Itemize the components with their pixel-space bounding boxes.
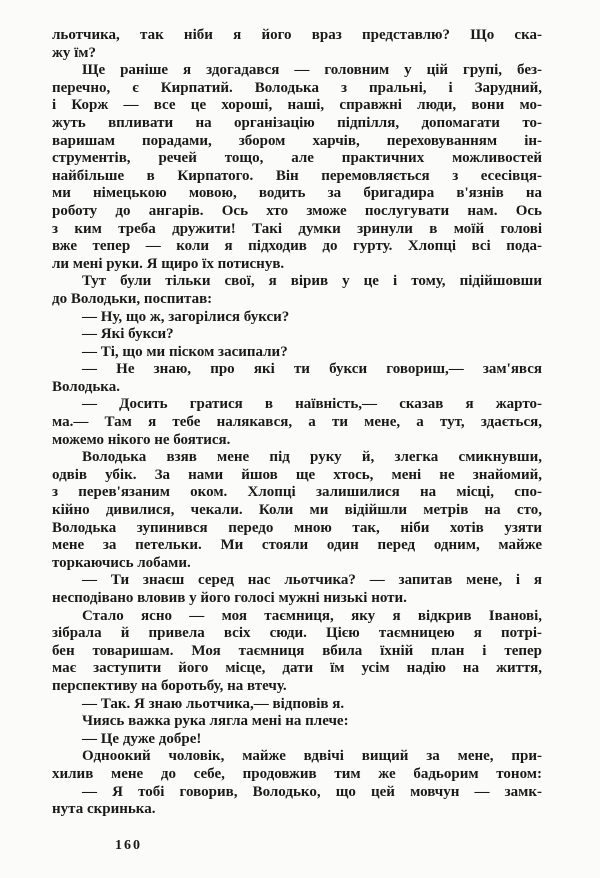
text-line: найбільше в Кирпатого. Він перемовляється з есесівця- (52, 167, 542, 184)
text-line: Чиясь важка рука лягла мені на плече: (82, 713, 349, 730)
text-line: струментів, речей тощо, але практичних можливостей (52, 150, 542, 167)
text-line: кійно дивилися, чекали. Коли ми відійшли метрів на сто, (52, 502, 542, 519)
text-line: торкаючись лобами. (52, 554, 191, 571)
text-block (52, 27, 542, 819)
text-line: Одноокий чоловік, майже вдвічі вищий за мене, при- (82, 748, 542, 765)
text-line: зібрала й привела всіх сюди. Цією таємницею я потрі- (52, 625, 542, 642)
text-line: хилив мене до себе, продовжив тим же бадьорим тоном: (52, 765, 542, 782)
text-line: Володька взяв мене під руку й, злегка смикнувши, (82, 449, 542, 466)
text-line: бен товаришам. Моя таємниця вбила їхній план і тепер (52, 642, 542, 659)
text-line: одвів убік. За нами йшов ще хтось, мені не знайомий, (52, 466, 542, 483)
text-line: роботу до ангарів. Ось хто зможе послугувати нам. Ось (52, 202, 542, 219)
text-line: — Які букси? (82, 326, 174, 343)
text-line: жу їм? (52, 44, 97, 61)
text-line: і Корж — все це хороші, наші, справжні люди, вони мо- (52, 97, 542, 114)
text-line: перспективу на боротьбу, на втечу. (52, 677, 287, 694)
text-line: — Я тобі говорив, Володько, що цей мовчун — замк- (82, 783, 542, 800)
text-line: ма.— Там я тебе налякався, а ти мене, а тут, здається, (52, 414, 542, 431)
text-line: — Ті, що ми піском засипали? (82, 343, 288, 360)
text-line: перечно, є Кирпатий. Володька з пральні, і Зарудний, (52, 79, 542, 96)
text-line: мене за петельки. Ми стояли один перед одним, майже (52, 537, 542, 554)
text-line: з ким треба дружити! Такі думки зринули в моїй голові (52, 220, 542, 237)
text-line: — Не знаю, про які ти букси говориш,— зам'явся (82, 361, 542, 378)
text-line: Стало ясно — моя таємниця, яку я відкрив Іванові, (82, 607, 542, 624)
text-line: — Це дуже добре! (82, 730, 202, 747)
text-line: Володька. (52, 378, 120, 395)
text-line: Володька зупинився передо мною так, ніби хотів узяти (52, 519, 542, 536)
page-number: 160 (115, 838, 142, 853)
text-line: нута скринька. (52, 801, 156, 818)
text-line: має заступити його місце, дати їм усім надію на життя, (52, 660, 542, 677)
text-line: — Ти знаєш серед нас льотчика? — запитав мене, і я (82, 572, 542, 589)
text-line: жуть впливати на організацію підпілля, допомагати то- (52, 114, 542, 131)
text-line: Тут були тільки свої, я вірив у це і тому, підійшовши (82, 273, 542, 290)
text-line: — Так. Я знаю льотчика,— відповів я. (82, 695, 345, 712)
text-line: ли мені руки. Я щиро їх потиснув. (52, 255, 285, 272)
text-line: — Досить гратися в наївність,— сказав я жарто- (82, 396, 542, 413)
text-line: ми німецькою мовою, водить за бригадира в'язнів на (52, 185, 542, 202)
text-line: варишам порадами, збором харчів, переховуванням ін- (52, 132, 542, 149)
text-line: Ще раніше я здогадався — головним у цій групі, без- (82, 62, 542, 79)
text-line: несподівано вловив у його голосі мужні низькі ноти. (52, 590, 407, 606)
text-line: можемо нікого не боятися. (52, 431, 231, 448)
text-line: вже тепер — коли я підходив до гурту. Хлопці всі пода- (52, 238, 542, 255)
text-line: льотчика, так ніби я його враз представлю? Що ска- (52, 27, 542, 43)
text-line: — Ну, що ж, загорілися букси? (82, 308, 290, 325)
text-line: з перев'язаним оком. Хлопці залишилися на місці, спо- (52, 484, 542, 501)
text-line: до Володьки, поспитав: (52, 290, 213, 307)
